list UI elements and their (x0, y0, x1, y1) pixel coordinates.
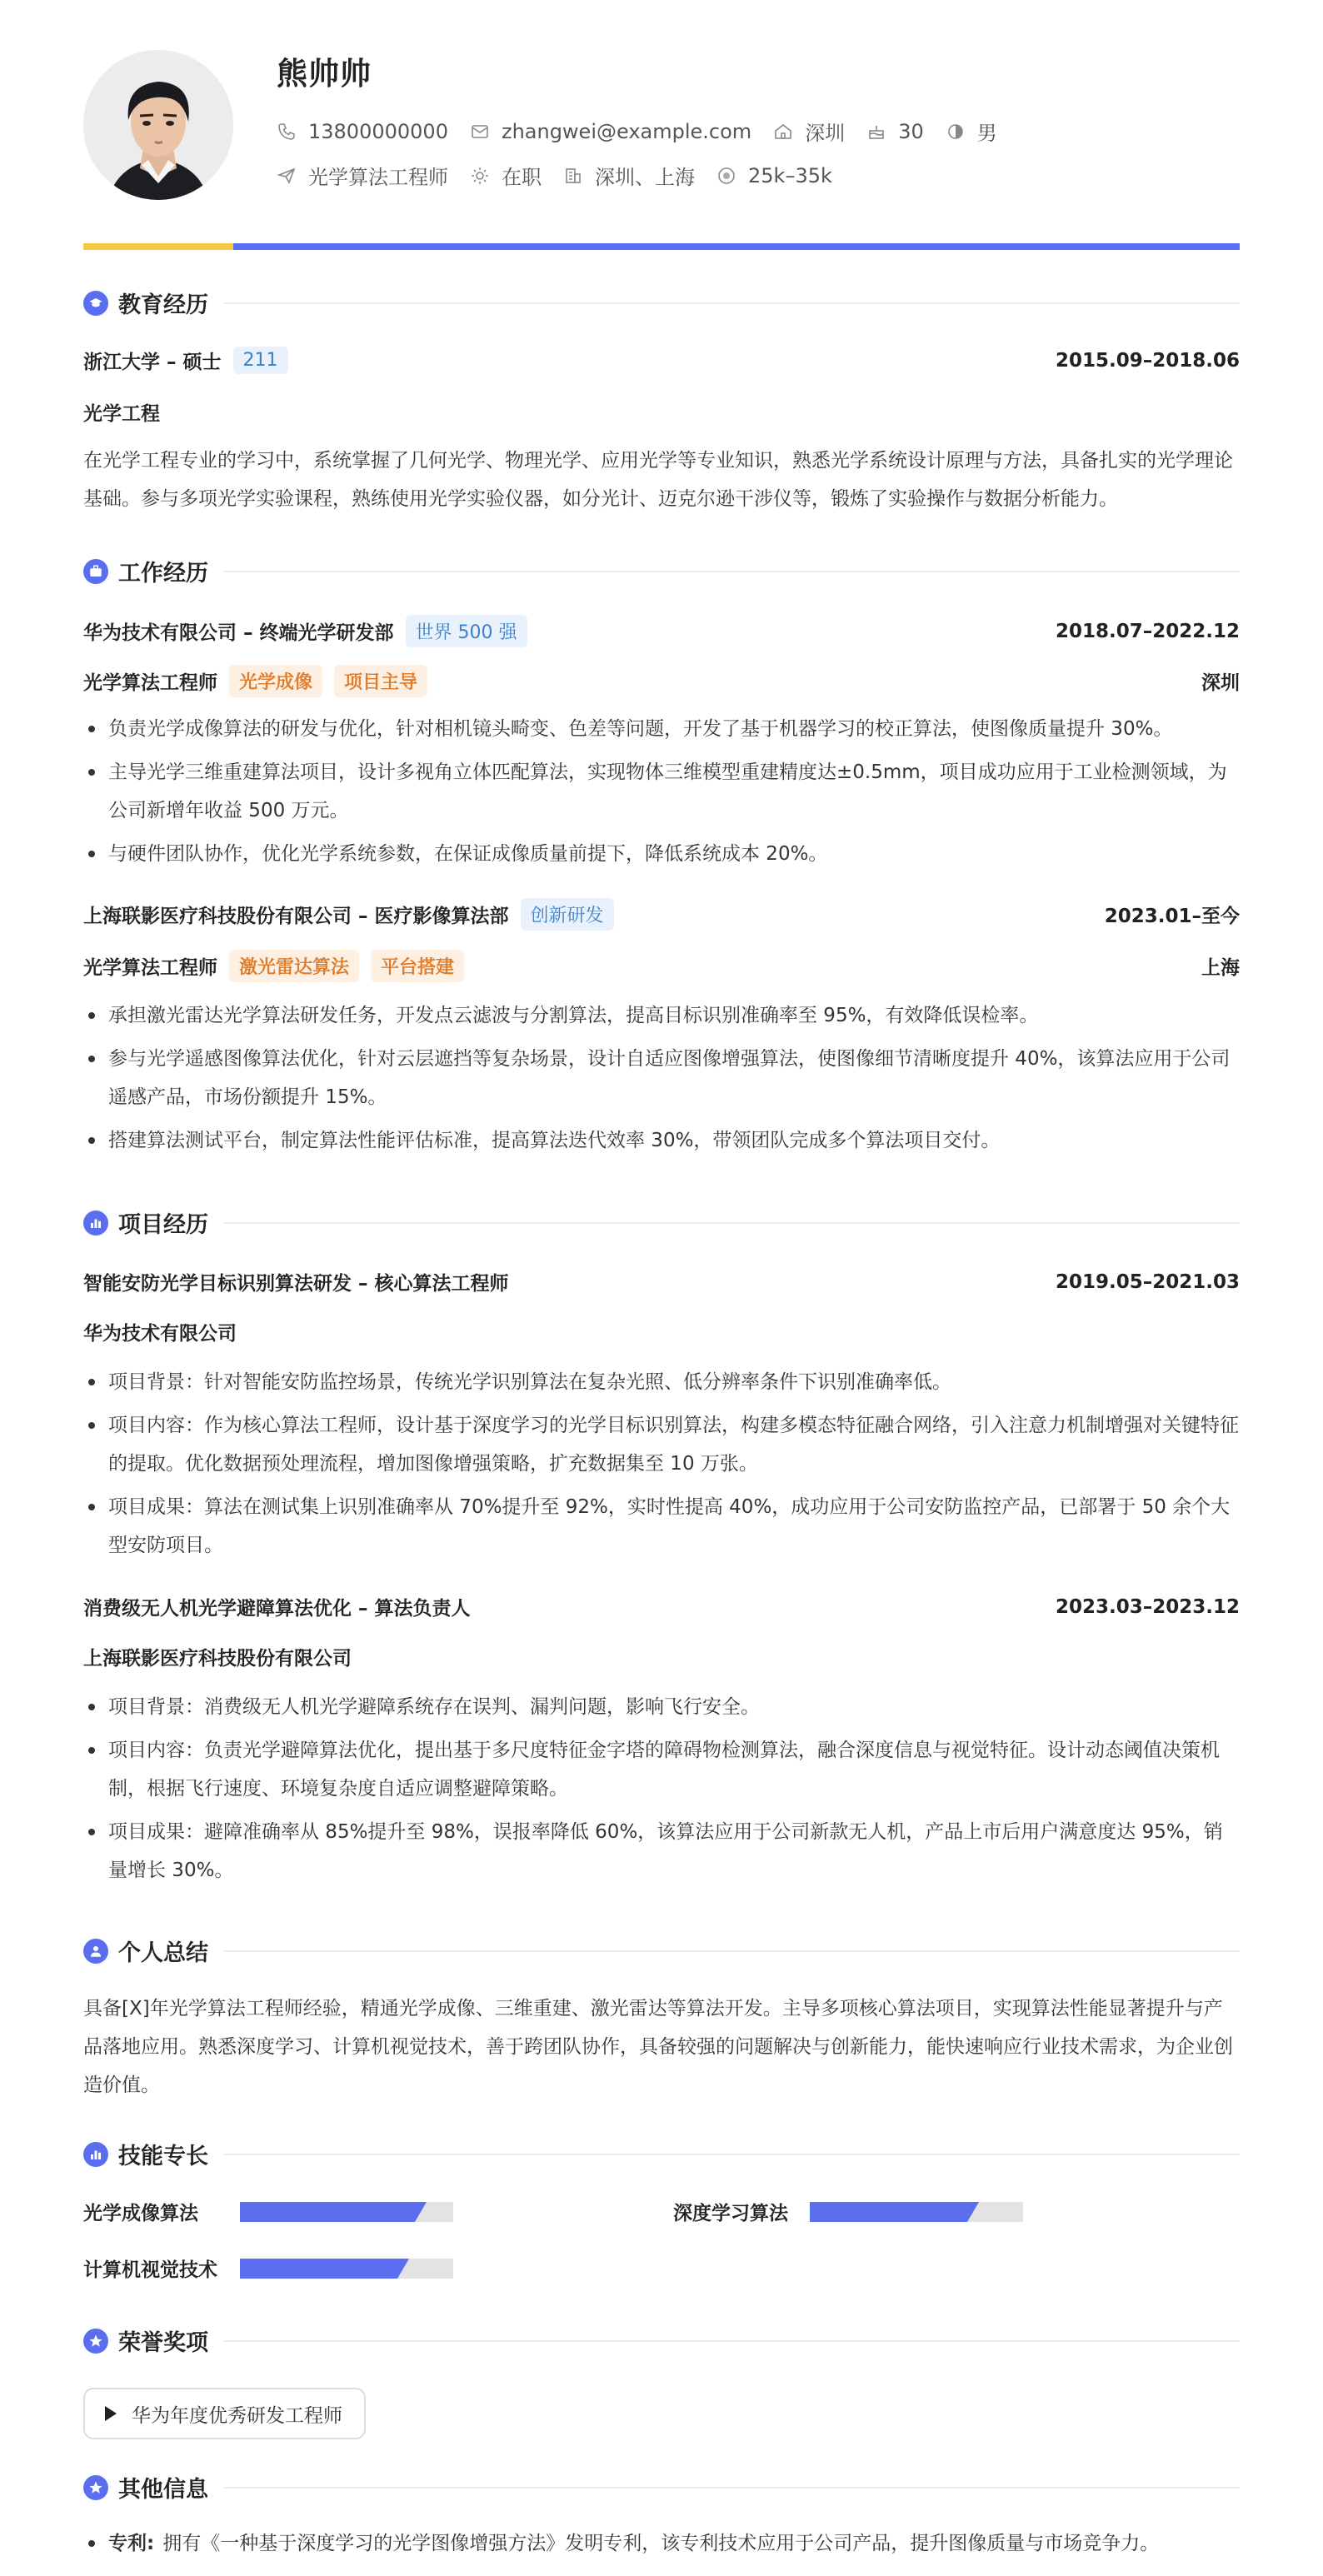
skill-level-fill (240, 2259, 397, 2279)
company-tag: 创新研发 (521, 898, 614, 931)
award-label: 华为年度优秀研发工程师 (132, 2404, 342, 2427)
project-company: 上海联影医疗科技股份有限公司 (83, 1648, 352, 1670)
other-text: 拥有《一种基于深度学习的光学图像增强方法》发明专利，该专利技术应用于公司产品，提升图像质量与市场竞争力。 (162, 2533, 1160, 2554)
education-title: 教育经历 (118, 292, 208, 318)
list-item: 项目背景：针对智能安防监控场景，传统光学识别算法在复杂光照、低分辨率条件下识别准确率低。 (83, 1363, 1240, 1401)
age-item (866, 120, 924, 143)
work-title: 工作经历 (118, 561, 208, 587)
award-icon (83, 2475, 108, 2500)
summary-text: 具备[X]年光学算法工程师经验，精通光学成像、三维重建、激光雷达等算法开发。主导多项核心算法项目，实现算法性能显著提升与产品落地应用。熟悉深度学习、计算机视觉技术，善于跨团队协作，具备较强的问题解决与创新能力，能快速响应行业技术需求，为企业创造价值。 (83, 1998, 1233, 2096)
skill-item (673, 2198, 788, 2225)
skill-item (83, 2254, 217, 2282)
cake-icon (866, 122, 886, 142)
other-section-title (83, 2471, 1240, 2504)
list-item: 负责光学成像算法的研发与优化，针对相机镜头畸变、色差等问题，开发了基于机器学习的校正算法，使图像质量提升 30%。 (83, 710, 1240, 748)
home-icon (773, 122, 793, 142)
school-name: 浙江大学 – 硕士 (83, 352, 222, 373)
summary-section-title (83, 1934, 1240, 1967)
honors-title: 荣誉奖项 (118, 2330, 208, 2356)
job-location: 上海 (1201, 957, 1240, 979)
skill-level-bar (240, 2202, 453, 2222)
skills-section-title (83, 2138, 1240, 2170)
role-tag: 激光雷达算法 (229, 950, 359, 982)
salary-item (716, 164, 832, 187)
gender-icon (946, 122, 966, 142)
job-company: 华为技术有限公司 – 终端光学研发部 (83, 622, 394, 644)
list-item: 与硬件团队协作，优化光学系统参数，在保证成像质量前提下，降低系统成本 20%。 (83, 835, 1240, 873)
role-tag: 平台搭建 (371, 950, 464, 982)
job-intent-row (277, 161, 854, 190)
skill-level-bar (810, 2202, 1023, 2222)
gender-item (946, 117, 997, 146)
award-icon (83, 2329, 108, 2354)
section-rule (223, 2487, 1240, 2489)
education-date: 2015.09–2018.06 (1055, 349, 1240, 372)
target-city-item (563, 161, 695, 190)
role-tag: 项目主导 (334, 665, 427, 697)
list-item (83, 2524, 1240, 2563)
list-item: 项目成果：算法在测试集上识别准确率从 70%提升至 92%，实时性提高 40%，成功应用于公司安防监控产品，已部署于 50 余个大型安防项目。 (83, 1488, 1240, 1565)
header-divider-bar (83, 243, 1240, 250)
education-section-title (83, 287, 1240, 319)
projects-title: 项目经历 (118, 1212, 208, 1238)
job-1-role-row (83, 665, 1240, 697)
role-tag: 光学成像 (229, 665, 322, 697)
target-city-text: 深圳、上海 (595, 166, 695, 189)
contact-row (277, 117, 1019, 146)
job-2-role-row (83, 950, 1240, 982)
play-icon (105, 2406, 117, 2421)
job-role: 光学算法工程师 (83, 957, 217, 979)
list-item: 参与光学遥感图像算法优化，针对云层遮挡等复杂场景，设计自适应图像增强算法，使图像细节清晰度提升 40%，该算法应用于公司遥感产品，市场份额提升 15%。 (83, 1040, 1240, 1116)
send-icon (277, 166, 297, 186)
list-item: 项目背景：消费级无人机光学避障系统存在误判、漏判问题，影响飞行安全。 (83, 1688, 1240, 1726)
gender-text: 男 (976, 122, 997, 145)
age-text: 30 (898, 119, 924, 143)
skill-name: 计算机视觉技术 (83, 2259, 217, 2281)
job-date: 2018.07–2022.12 (1055, 620, 1240, 642)
honors-section-title (83, 2324, 1240, 2357)
skill-name: 深度学习算法 (673, 2203, 788, 2224)
bar-chart-icon (83, 1211, 108, 1236)
section-rule (223, 1950, 1240, 1952)
summary-title: 个人总结 (118, 1940, 208, 1966)
education-major: 光学工程 (83, 403, 160, 425)
project-name: 消费级无人机光学避障算法优化 – 算法负责人 (83, 1598, 471, 1620)
list-item: 项目成果：避障准确率从 85%提升至 98%，误报率降低 60%，该算法应用于公司新款无人机，产品上市后用户满意度达 95%，销量增长 30%。 (83, 1813, 1240, 1890)
project-company: 华为技术有限公司 (83, 1323, 237, 1345)
sun-icon (470, 166, 490, 186)
user-icon (83, 1939, 108, 1964)
skills-title: 技能专长 (118, 2144, 208, 2169)
skill-name: 光学成像算法 (83, 2203, 198, 2224)
resume-header (83, 48, 1240, 215)
position-item (277, 161, 448, 190)
project-1-company-row (83, 1318, 1240, 1345)
skill-level-bar (240, 2259, 453, 2279)
other-title: 其他信息 (118, 2477, 208, 2503)
briefcase-icon (83, 559, 108, 584)
list-item: 主导光学三维重建算法项目，设计多视角立体匹配算法，实现物体三维模型重建精度达±0.5mm，项目成功应用于工业检测领域，为公司新增年收益 500 万元。 (83, 753, 1240, 830)
money-icon (716, 166, 736, 186)
mail-icon (470, 122, 490, 142)
bar-chart-icon (83, 2142, 108, 2167)
job-1-header (83, 615, 1240, 647)
email-text: zhangwei@example.com (501, 119, 752, 143)
project-date: 2019.05–2021.03 (1055, 1271, 1240, 1293)
phone-text: 13800000000 (308, 119, 448, 143)
award-chip[interactable] (83, 2388, 366, 2439)
avatar (83, 50, 233, 200)
work-section-title (83, 555, 1240, 587)
company-tag: 世界 500 强 (406, 615, 527, 647)
project-1-header (83, 1268, 1240, 1295)
section-rule (223, 302, 1240, 304)
project-name: 智能安防光学目标识别算法研发 – 核心算法工程师 (83, 1273, 509, 1295)
section-rule (223, 2340, 1240, 2342)
email-item (470, 120, 751, 143)
education-major-row (83, 398, 1240, 426)
projects-section-title (83, 1206, 1240, 1239)
avatar-portrait-icon (83, 50, 233, 200)
city-text: 深圳 (805, 122, 846, 145)
salary-text: 25k–35k (748, 163, 832, 187)
project-2-header (83, 1593, 1240, 1620)
skill-level-fill (810, 2202, 967, 2222)
section-rule (223, 571, 1240, 572)
other-label: 专利: (108, 2533, 155, 2554)
phone-item (277, 120, 448, 143)
project-2-company-row (83, 1643, 1240, 1670)
list-item: 搭建算法测试平台，制定算法性能评估标准，提高算法迭代效率 30%，带领团队完成多个算法项目交付。 (83, 1121, 1240, 1160)
job-company: 上海联影医疗科技股份有限公司 – 医疗影像算法部 (83, 906, 509, 927)
job-location: 深圳 (1201, 672, 1240, 694)
education-header-row (83, 347, 1240, 374)
school-tag: 211 (233, 347, 288, 374)
skill-item (83, 2198, 198, 2225)
city-item (773, 117, 845, 146)
section-rule (223, 1222, 1240, 1224)
list-item: 项目内容：作为核心算法工程师，设计基于深度学习的光学目标识别算法，构建多模态特征融合网络，引入注意力机制增强对关键特征的提取。优化数据预处理流程，增加图像增强策略，扩充数据集至 10 万张。 (83, 1406, 1240, 1483)
list-item: 项目内容：负责光学避障算法优化，提出基于多尺度特征金字塔的障碍物检测算法，融合深度信息与视觉特征。设计动态阈值决策机制，根据飞行速度、环境复杂度自适应调整避障策略。 (83, 1731, 1240, 1808)
phone-icon (277, 122, 297, 142)
graduation-cap-icon (83, 291, 108, 316)
job-date: 2023.01–至今 (1104, 906, 1240, 927)
skill-level-fill (240, 2202, 415, 2222)
list-item: 承担激光雷达光学算法研发任务，开发点云滤波与分割算法，提高目标识别准确率至 95%，有效降低误检率。 (83, 996, 1240, 1035)
candidate-name: 熊帅帅 (277, 56, 372, 92)
status-item (470, 161, 542, 190)
job-role: 光学算法工程师 (83, 672, 217, 694)
section-rule (223, 2154, 1240, 2155)
divider-accent (83, 243, 233, 250)
project-date: 2023.03–2023.12 (1055, 1595, 1240, 1618)
position-text: 光学算法工程师 (308, 166, 448, 189)
status-text: 在职 (502, 166, 542, 189)
education-description: 在光学工程专业的学习中，系统掌握了几何光学、物理光学、应用光学等专业知识，熟悉光学系统设计原理与方法，具备扎实的光学理论基础。参与多项光学实验课程，熟练使用光学实验仪器，如分光计、迈克尔逊干涉仪等，锻炼了实验操作与数据分析能力。 (83, 450, 1233, 510)
job-2-header (83, 898, 1240, 931)
building-icon (563, 166, 583, 186)
